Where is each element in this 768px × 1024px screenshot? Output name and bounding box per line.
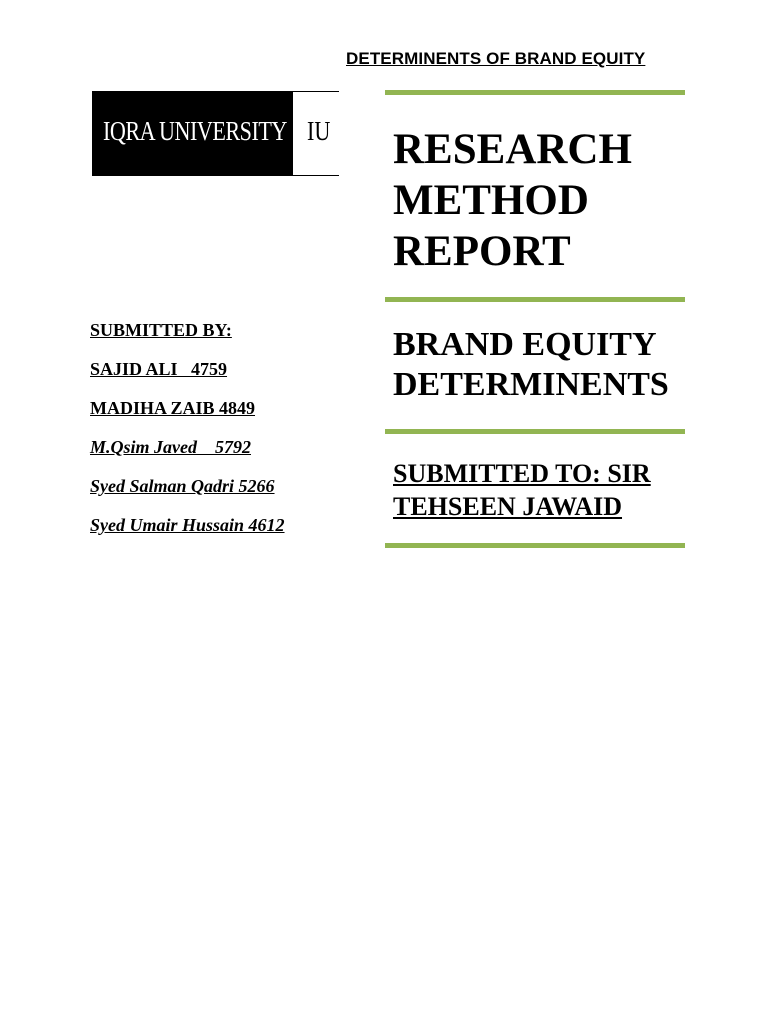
document-header-title: DETERMINENTS OF BRAND EQUITY — [346, 49, 646, 68]
list-item: Syed Umair Hussain 4612 — [90, 515, 285, 535]
list-item: M.Qsim Javed 5792 — [90, 437, 251, 457]
divider-rule — [385, 543, 685, 548]
list-item: SAJID ALI 4759 — [90, 359, 228, 379]
logo-mark: IU — [307, 116, 331, 146]
divider-rule — [385, 429, 685, 434]
divider-rule — [385, 297, 685, 302]
university-logo — [92, 91, 339, 176]
submitted-by-list — [90, 320, 285, 554]
submitted-to: SUBMITTED TO: SIR TEHSEEN JAWAID — [393, 459, 651, 521]
submitted-by-label: SUBMITTED BY: — [90, 320, 232, 340]
report-subject: BRAND EQUITY DETERMINENTS — [393, 326, 669, 403]
list-item: Syed Salman Qadri 5266 — [90, 476, 275, 496]
logo-university-name: IQRA UNIVERSITY — [103, 116, 287, 146]
list-item: MADIHA ZAIB 4849 — [90, 398, 256, 418]
divider-rule — [385, 90, 685, 95]
logo-mark-box — [293, 92, 339, 175]
report-title: RESEARCH METHOD REPORT — [393, 126, 632, 275]
